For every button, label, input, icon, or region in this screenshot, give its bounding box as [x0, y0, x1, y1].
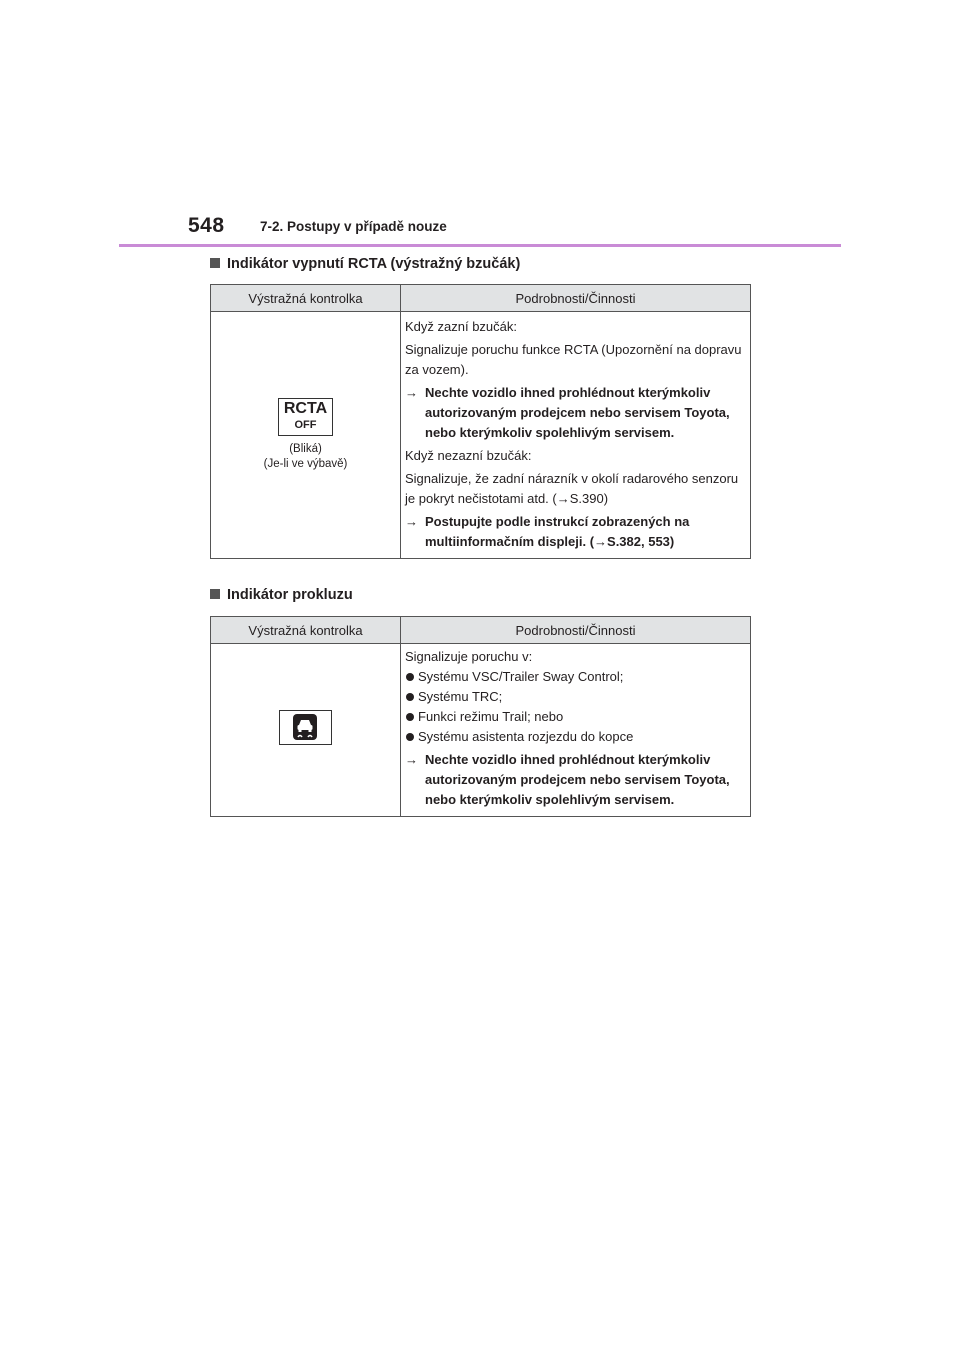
column-header-details: Podrobnosti/Činnosti — [401, 617, 751, 644]
slip-indicator-icon — [279, 710, 332, 745]
icon-caption-if-equipped: (Je-li ve výbavě) — [263, 458, 348, 470]
column-header-warning: Výstražná kontrolka — [211, 617, 401, 644]
square-bullet-icon — [210, 589, 220, 599]
detail-text: Signalizuje, že zadní nárazník v okolí radarového senzoru je pokryt nečistotami atd. (→S.390) — [405, 471, 739, 506]
list-item: Funkci režimu Trail; nebo — [405, 707, 747, 727]
icon-caption-flashing: (Bliká) — [289, 443, 322, 455]
arrow-icon: → — [405, 752, 418, 767]
table-row — [211, 312, 751, 559]
table-header-row — [211, 617, 751, 644]
details-cell — [401, 644, 751, 817]
table-header-row — [211, 285, 751, 312]
header-divider — [119, 244, 841, 247]
bullet-dot-icon — [406, 713, 414, 721]
detail-text: Signalizuje poruchu v: — [405, 649, 533, 664]
section-heading-slip: Indikátor prokluzu — [210, 587, 353, 603]
detail-text: Když zazní bzučák: — [405, 319, 517, 334]
warning-light-cell — [211, 312, 401, 559]
action-instruction: → Nechte vozidlo ihned prohlédnout kterýmkoliv autorizovaným prodejcem nebo servisem Toyota, nebo kterýmkoliv spolehlivým servisem. — [405, 383, 747, 443]
details-cell — [401, 312, 751, 559]
detail-text: Když nezazní bzučák: — [405, 448, 532, 463]
bullet-dot-icon — [406, 733, 414, 741]
column-header-details: Podrobnosti/Činnosti — [401, 285, 751, 312]
page-number: 548 — [188, 214, 225, 237]
arrow-icon: → — [405, 385, 418, 400]
chapter-title: 7-2. Postupy v případě nouze — [260, 219, 447, 234]
section-heading-rcta: Indikátor vypnutí RCTA (výstražný bzučák) — [210, 256, 520, 272]
square-bullet-icon — [210, 258, 220, 268]
bullet-dot-icon — [406, 693, 414, 701]
action-instruction: → Nechte vozidlo ihned prohlédnout kterýmkoliv autorizovaným prodejcem nebo servisem Toyota, nebo kterýmkoliv spolehlivým servisem. — [405, 750, 747, 810]
list-item: Systému VSC/Trailer Sway Control; — [405, 667, 747, 687]
warning-light-cell — [211, 644, 401, 817]
bullet-dot-icon — [406, 673, 414, 681]
list-item: Systému asistenta rozjezdu do kopce — [405, 727, 747, 747]
action-instruction: → Postupujte podle instrukcí zobrazených na multiinformačním displeji. (→S.382, 553) — [405, 512, 747, 552]
slip-warning-table — [210, 616, 751, 817]
rcta-warning-table — [210, 284, 751, 559]
arrow-icon: → — [405, 514, 418, 529]
rcta-off-icon: RCTA OFF — [278, 398, 333, 436]
list-item: Systému TRC; — [405, 687, 747, 707]
table-row — [211, 644, 751, 817]
column-header-warning: Výstražná kontrolka — [211, 285, 401, 312]
detail-text: Signalizuje poruchu funkce RCTA (Upozornění na dopravu za vozem). — [405, 342, 742, 377]
